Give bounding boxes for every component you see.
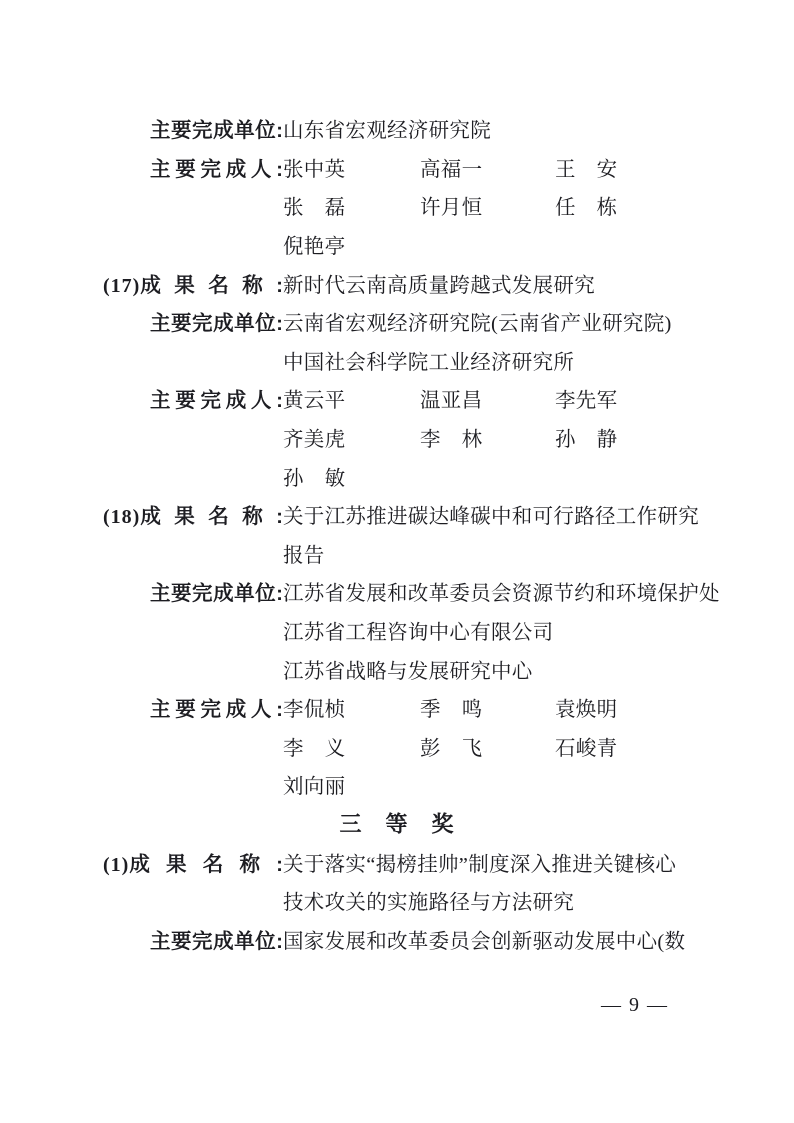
person-name: 黄云平 bbox=[283, 390, 346, 413]
person-name: 李 义 bbox=[283, 737, 346, 760]
field-label-persons: 主要完成人: bbox=[150, 698, 283, 722]
item-number: (1) bbox=[103, 853, 130, 876]
field-label-result: 成果名称: bbox=[140, 273, 283, 297]
person-name: 倪艳亭 bbox=[283, 236, 346, 259]
doc-line-persons bbox=[0, 688, 794, 727]
item-number: (17) bbox=[103, 274, 141, 297]
unit-name: 江苏省战略与发展研究中心 bbox=[283, 660, 533, 683]
doc-line-persons bbox=[0, 456, 794, 495]
doc-line-persons bbox=[0, 148, 794, 187]
field-label-result: 成果名称: bbox=[129, 852, 283, 876]
doc-section-heading bbox=[0, 804, 794, 843]
person-name: 石峻青 bbox=[555, 737, 618, 760]
result-title: 关于江苏推进碳达峰碳中和可行路径工作研究 bbox=[283, 506, 699, 529]
person-name: 温亚昌 bbox=[420, 390, 483, 413]
field-numbered-label bbox=[103, 847, 283, 877]
doc-line-result-title bbox=[0, 842, 794, 881]
doc-line-persons bbox=[0, 418, 794, 457]
doc-line-persons bbox=[0, 379, 794, 418]
doc-line-unit bbox=[0, 919, 794, 958]
person-name: 李侃桢 bbox=[283, 699, 346, 722]
person-name: 王 安 bbox=[555, 158, 618, 181]
field-label-unit: 主要完成单位: bbox=[150, 929, 283, 953]
person-name: 李先军 bbox=[555, 390, 618, 413]
person-name: 袁焕明 bbox=[555, 699, 618, 722]
unit-name: 江苏省工程咨询中心有限公司 bbox=[283, 622, 554, 645]
person-name: 任 栋 bbox=[555, 197, 618, 220]
result-title-continued: 报告 bbox=[283, 544, 325, 567]
document-body bbox=[0, 109, 794, 958]
field-label-persons: 主要完成人: bbox=[150, 389, 283, 413]
field-label-unit: 主要完成单位: bbox=[150, 582, 283, 606]
unit-name: 山东省宏观经济研究院 bbox=[283, 120, 491, 143]
doc-line-unit-cont bbox=[0, 649, 794, 688]
doc-line-persons bbox=[0, 727, 794, 766]
result-title-continued: 技术攻关的实施路径与方法研究 bbox=[283, 892, 575, 915]
result-title: 新时代云南高质量跨越式发展研究 bbox=[283, 274, 595, 297]
doc-line-result-title bbox=[0, 495, 794, 534]
field-label-result: 成果名称: bbox=[140, 505, 283, 529]
person-name: 彭 飞 bbox=[420, 737, 483, 760]
result-title: 关于落实“揭榜挂帅”制度深入推进关键核心 bbox=[283, 853, 677, 876]
field-numbered-label bbox=[103, 268, 283, 298]
item-number: (18) bbox=[103, 506, 141, 529]
person-name: 孙 静 bbox=[555, 429, 618, 452]
unit-name: 云南省宏观经济研究院(云南省产业研究院) bbox=[283, 313, 672, 336]
person-name: 张 磊 bbox=[283, 197, 346, 220]
person-name: 季 鸣 bbox=[420, 699, 483, 722]
person-name: 李 林 bbox=[420, 429, 483, 452]
doc-line-unit bbox=[0, 572, 794, 611]
doc-line-result-title bbox=[0, 263, 794, 302]
person-name: 许月恒 bbox=[420, 197, 483, 220]
doc-line-persons bbox=[0, 186, 794, 225]
unit-name: 中国社会科学院工业经济研究所 bbox=[283, 351, 575, 374]
field-numbered-label bbox=[103, 499, 283, 529]
field-label-unit: 主要完成单位: bbox=[150, 119, 283, 143]
doc-line-persons bbox=[0, 225, 794, 264]
doc-line-persons bbox=[0, 765, 794, 804]
third-prize-heading: 三 等 奖 bbox=[339, 811, 455, 837]
unit-name: 国家发展和改革委员会创新驱动发展中心(数 bbox=[283, 930, 686, 953]
unit-name: 江苏省发展和改革委员会资源节约和环境保护处 bbox=[283, 583, 720, 606]
doc-line-title-cont bbox=[0, 881, 794, 920]
field-label-persons: 主要完成人: bbox=[150, 157, 283, 181]
person-name: 孙 敏 bbox=[283, 467, 346, 490]
person-name: 高福一 bbox=[420, 158, 483, 181]
doc-line-unit-cont bbox=[0, 611, 794, 650]
field-label-unit: 主要完成单位: bbox=[150, 312, 283, 336]
page-number: — 9 — bbox=[601, 994, 669, 1016]
doc-line-title-cont bbox=[0, 534, 794, 573]
doc-line-unit bbox=[0, 302, 794, 341]
person-name: 刘向丽 bbox=[283, 776, 346, 799]
person-name: 张中英 bbox=[283, 158, 346, 181]
person-name: 齐美虎 bbox=[283, 429, 346, 452]
doc-line-unit-cont bbox=[0, 341, 794, 380]
doc-line-unit bbox=[0, 109, 794, 148]
